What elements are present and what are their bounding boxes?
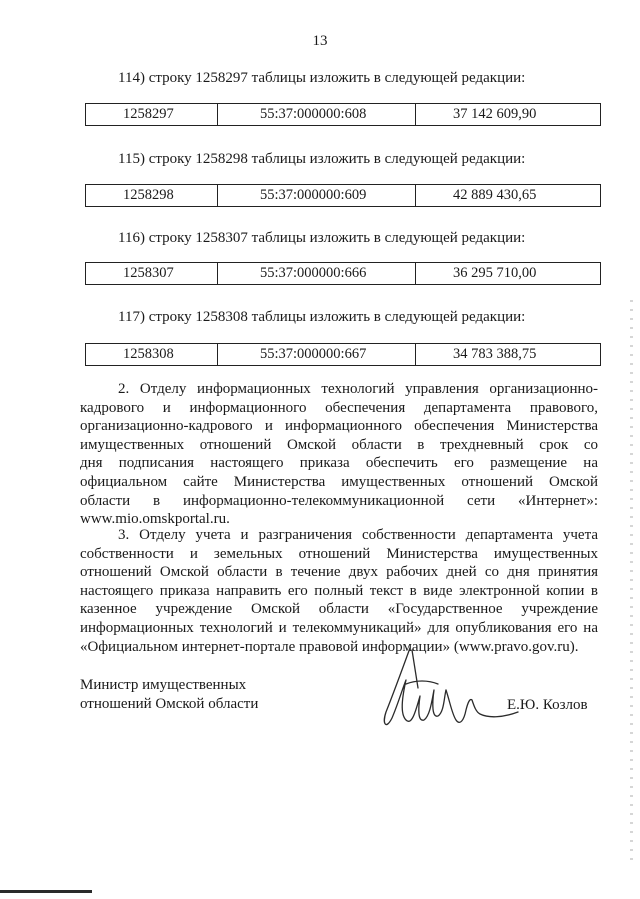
table-cell-value: 37 142 609,90 <box>453 106 537 122</box>
paragraph-line: 3. Отделу учета и разграничения собственности департамента учета <box>118 527 598 543</box>
paragraph-line: казенное учреждение Омской области «Государственное учреждение <box>80 601 598 618</box>
table-cell-value: 34 783 388,75 <box>453 346 537 362</box>
paragraph-line: области в информационно-телекоммуникационной сети «Интернет»: <box>80 492 598 509</box>
table-cell-id: 1258297 <box>86 104 218 125</box>
paragraph-2 <box>80 380 598 529</box>
paragraph-line: 2. Отделу информационных технологий управления организационно- <box>118 381 598 397</box>
paragraph-line: дня подписания настоящего приказа обеспечить его размещение на <box>80 455 598 472</box>
paragraph-line: собственности и земельных отношений Министерства имущественных <box>80 545 598 562</box>
table-cell-cadastral: 55:37:000000:608 <box>218 104 416 125</box>
amendment-table-117 <box>85 343 601 366</box>
table-cell-id: 1258308 <box>86 344 218 365</box>
handwritten-signature <box>372 640 522 750</box>
table-cell-value: 36 295 710,00 <box>453 265 537 281</box>
paragraph-line: официальном сайте Министерства имущественных отношений Омской <box>80 473 598 490</box>
paragraph-line: организационно-кадрового и информационного обеспечения Министерства <box>80 418 598 435</box>
signatory-title <box>80 676 258 714</box>
table-cell-id: 1258307 <box>86 263 218 284</box>
signatory-name: Е.Ю. Козлов <box>507 697 588 713</box>
table-cell-cadastral: 55:37:000000:667 <box>218 344 416 365</box>
signatory-title-line: отношений Омской области <box>80 696 259 712</box>
paragraph-line: имущественных отношений Омской области в трехдневный срок со <box>80 436 598 453</box>
table-cell-id: 1258298 <box>86 185 218 206</box>
scan-edge-dots <box>630 300 633 860</box>
amendment-intro-114: 114) строку 1258297 таблицы изложить в следующей редакции: <box>118 70 526 86</box>
paragraph-line: «Официальном интернет-портале правовой информации» (www.pravo.gov.ru). <box>80 638 579 655</box>
paragraph-line: настоящего приказа направить его полный текст в виде электронной копии в <box>80 582 598 599</box>
paragraph-3 <box>80 526 598 656</box>
amendment-table-116 <box>85 262 601 285</box>
amendment-intro-117: 117) строку 1258308 таблицы изложить в следующей редакции: <box>118 309 526 325</box>
scan-edge-mark <box>0 890 92 893</box>
table-cell-cadastral: 55:37:000000:666 <box>218 263 416 284</box>
signatory-title-line: Министр имущественных <box>80 677 247 693</box>
paragraph-line: информационных технологий и телекоммуникаций» для опубликования его на <box>80 619 598 636</box>
table-cell-cadastral: 55:37:000000:609 <box>218 185 416 206</box>
paragraph-line: кадрового и информационного обеспечения департамента правового, <box>80 399 598 416</box>
amendment-intro-116: 116) строку 1258307 таблицы изложить в следующей редакции: <box>118 230 526 246</box>
amendment-intro-115: 115) строку 1258298 таблицы изложить в следующей редакции: <box>118 151 526 167</box>
paragraph-line: отношений Омской области в течение двух рабочих дней со дня принятия <box>80 564 598 581</box>
amendment-table-114 <box>85 103 601 126</box>
page-number: 13 <box>312 33 328 49</box>
table-cell-value: 42 889 430,65 <box>453 187 537 203</box>
paragraph-line: www.mio.omskportal.ru. <box>80 511 230 528</box>
amendment-table-115 <box>85 184 601 207</box>
